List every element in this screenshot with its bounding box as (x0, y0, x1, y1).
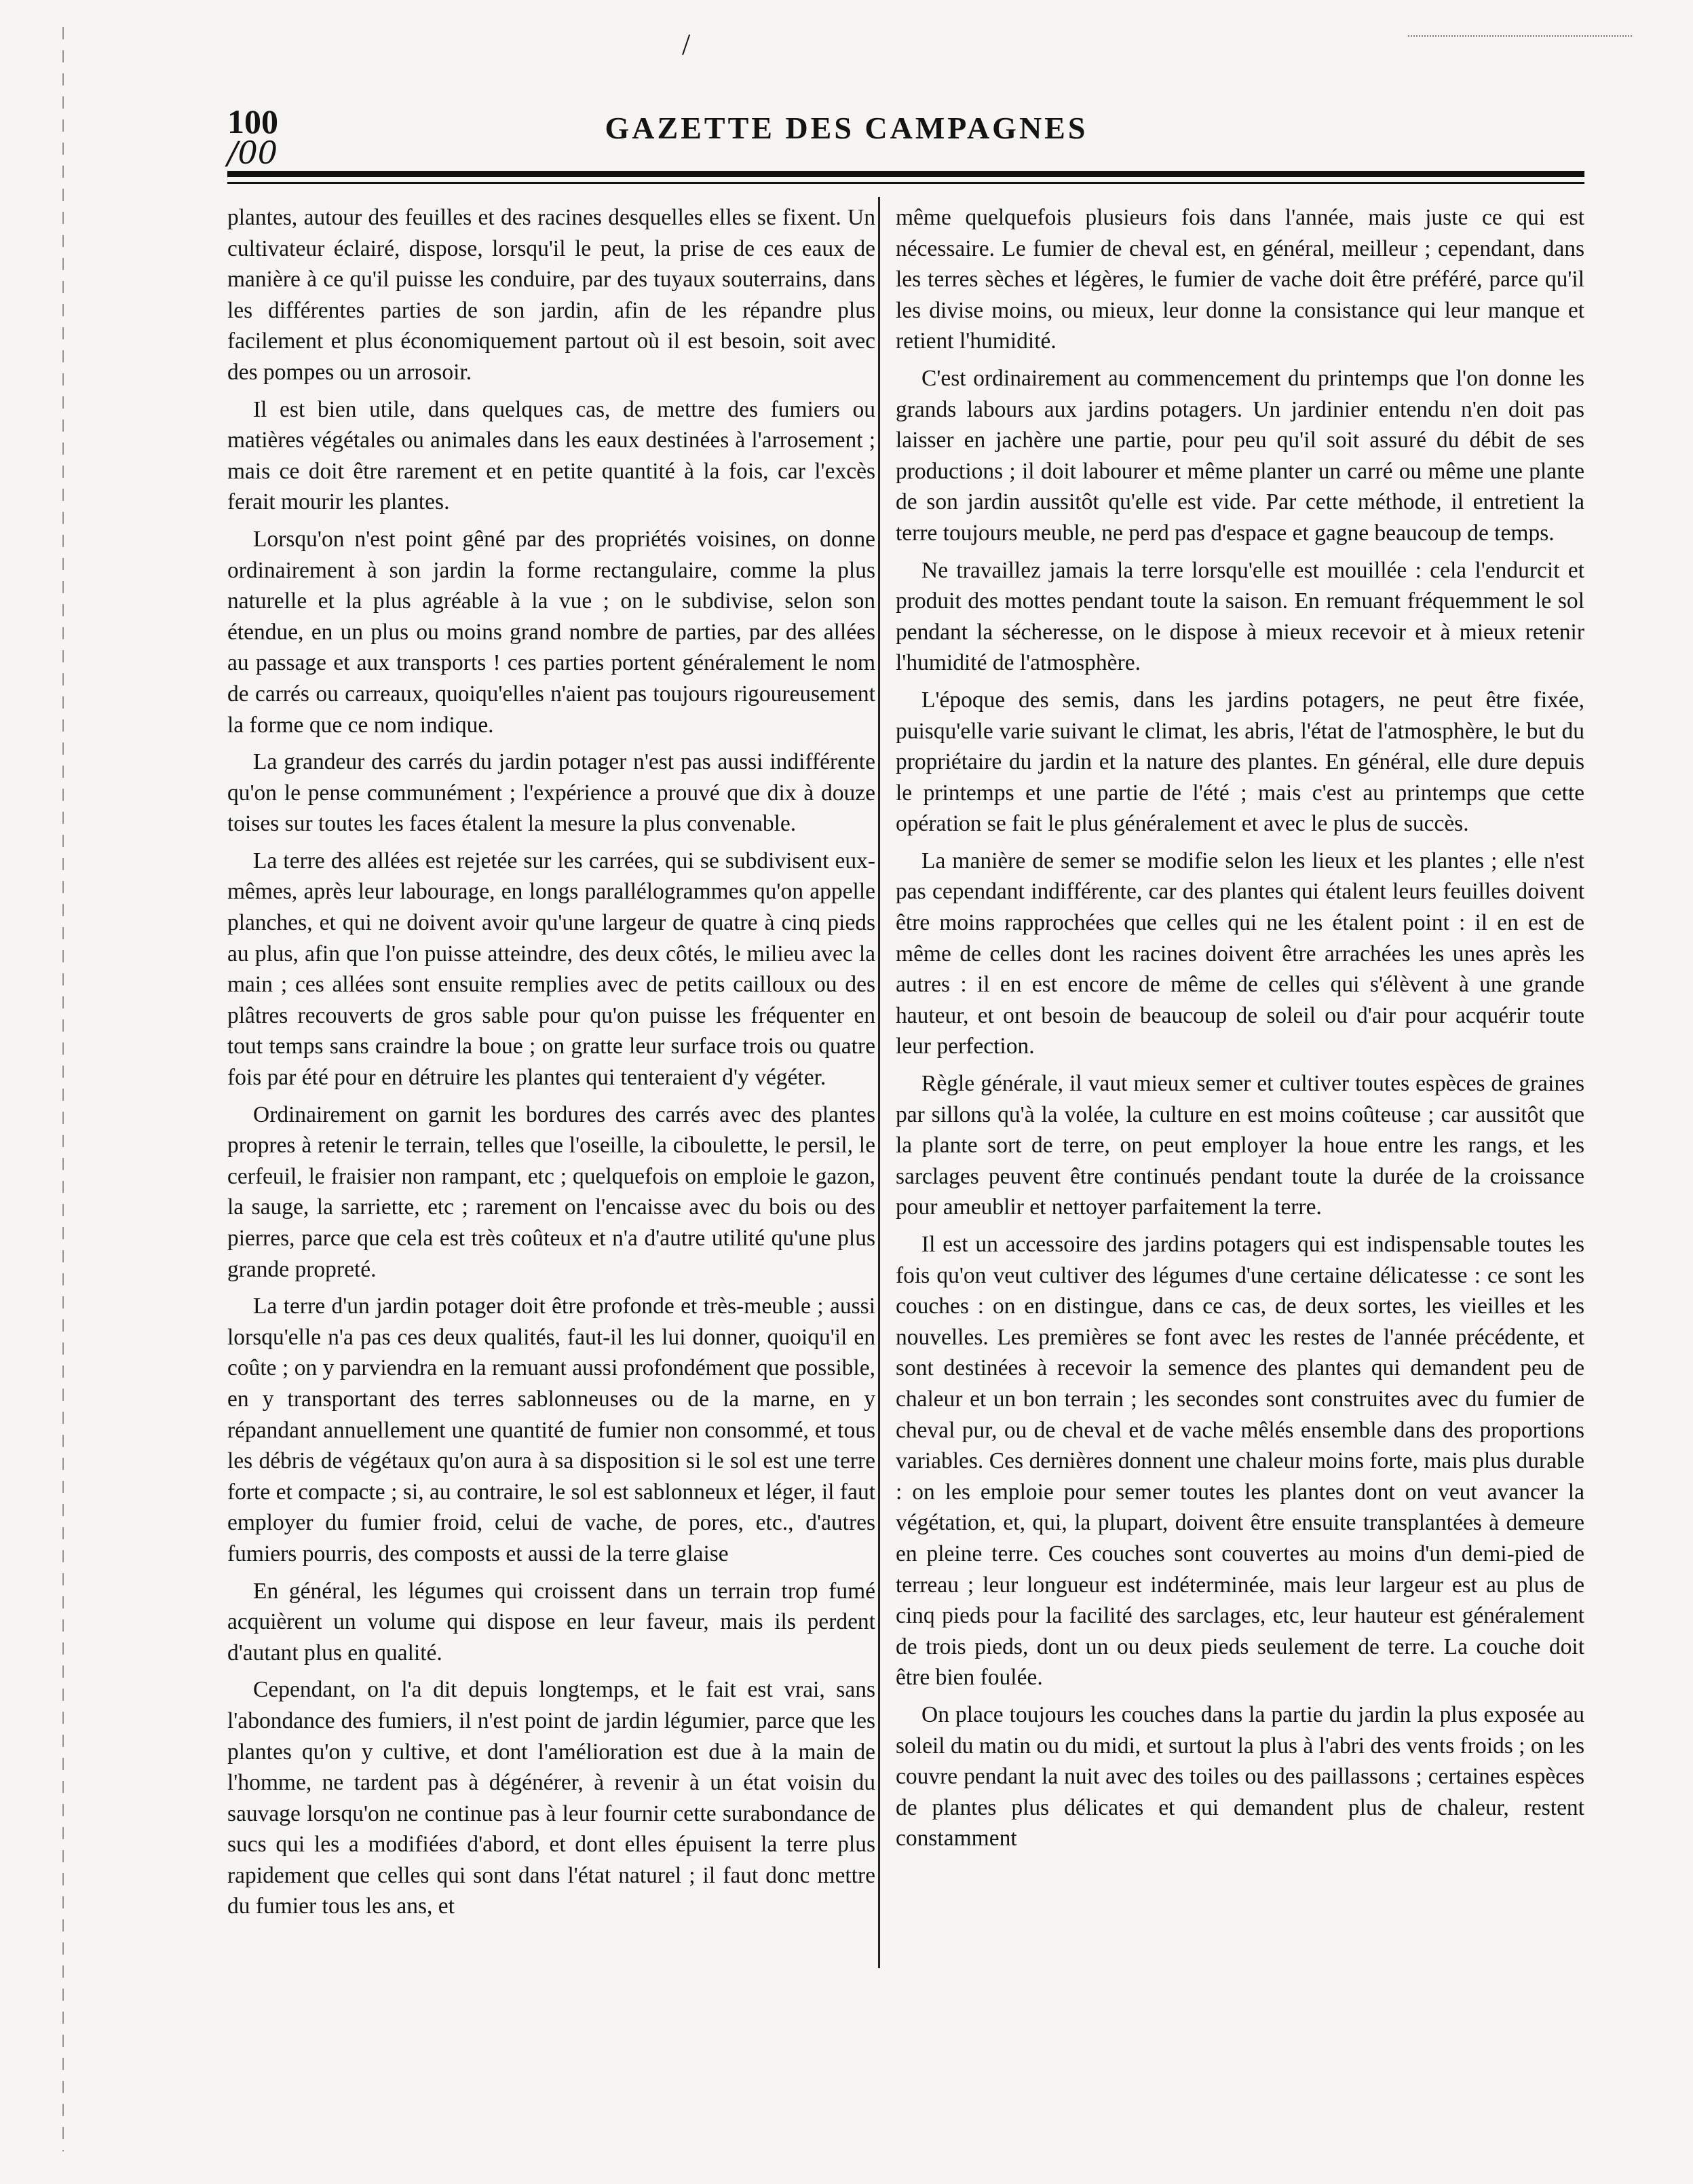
top-mark: / (682, 28, 691, 61)
top-right-dotted-line (1408, 35, 1632, 37)
paragraph: On place toujours les couches dans la partie du jardin la plus exposée au soleil du matin ou du midi, et surtout la plus à l'abri des vents froids ; on les couvre pendant la nuit avec des toiles ou des paillassons ; certaines espèces de plantes plus délicates et qui demandent plus de chaleur, restent constamment (896, 1701, 1584, 1851)
binding-edge-line (62, 27, 64, 2151)
paragraph: Il est un accessoire des jardins potagers qui est indispensable toutes les fois qu'on veut cultiver des légumes d'une certaine délicatesse : ce sont les couches : on en distingue, dans ce cas, de deux sortes, les vieilles et les nouvelles. Les premières se font avec les restes de l'année précédente, et sont destinées à recevoir la semence des plantes qui demandent peu de chaleur et un bon terrain ; les secondes sont construites avec du fumier de cheval pur, ou de cheval et de vache mêlés ensemble dans des proportions variables. Ces dernières donnent une chaleur moins forte, mais plus durable : on les emploie pour semer toutes les plantes dont on veut avancer la végétation, et, qui, la plupart, doivent être ensuite transplantées à demeure en pleine terre. Ces couches sont couvertes au moins d'un demi-pied de terreau ; leur longueur est indéterminée, mais leur largeur est au plus de cinq pieds pour la facilité des sarclages, etc, leur hauteur est généralement de trois pieds, dont un ou deux pieds seulement de terre. La couche doit être bien foulée. (896, 1232, 1584, 1691)
page-number: 100 (227, 102, 278, 140)
paragraph: La terre des allées est rejetée sur les carrées, qui se subdivisent eux-mêmes, après leur labourage, en longs parallélogrammes qu'on appelle planches, et qui ne doivent avoir qu'une largeur de quatre à cinq pieds au plus, afin que l'on puisse atteindre, des deux côtés, le milieu avec la main ; ces allées sont ensuite remplies avec de petits cailloux ou des plâtres recouverts de gros sable pour qu'on puisse les fréquenter en tout temps sans craindre la boue ; on gratte leur surface trois ou quatre fois par été pour en détruire les plantes qui tenteraient d'y végéter. (227, 848, 875, 1091)
paragraph: C'est ordinairement au commencement du printemps que l'on donne les grands labours aux jardins potagers. Un jardinier entendu n'en doit pas laisser en jachère une partie, pour peu qu'il soit assuré du débit de ses productions ; il doit labourer et même planter un carré ou même une plante de son jardin aussitôt qu'elle est vide. Par cette méthode, il entretient la terre toujours meuble, ne perd pas d'espace et gagne beaucoup de temps. (896, 365, 1584, 546)
paragraph: Lorsqu'on n'est point gêné par des propriétés voisines, on donne ordinairement à son jardin la forme rectangulaire, comme la plus naturelle et la plus agréable à la vue ; on le subdivise, selon son étendue, en un plus ou moins grand nombre de parties, par des allées au passage et aux transports ! ces parties portent généralement le nom de carrés ou carreaux, quoiqu'elles n'aient pas toujours rigoureusement la forme que ce nom indique. (227, 526, 875, 738)
paragraph: Ordinairement on garnit les bordures des carrés avec des plantes propres à retenir le terrain, telles que l'oseille, la ciboulette, le persil, le cerfeuil, le fraisier non rampant, etc ; quelquefois on emploie le gazon, la sauge, la sarriette, etc ; rarement on l'encaisse avec du bois ou des pierres, parce que cela est très coûteux et n'a d'autre utilité qu'une plus grande propreté. (227, 1102, 875, 1282)
newspaper-title: GAZETTE DES CAMPAGNES (605, 111, 1088, 145)
paragraph: Règle générale, il vaut mieux semer et cultiver toutes espèces de graines par sillons qu'à la volée, la culture en est moins coûteuse ; car aussitôt que la plante sort de terre, on peut employer la houe entre les rangs, et les sarclages peuvent être continués pendant toute la durée de la croissance pour ameublir et nettoyer parfaitement la terre. (896, 1071, 1584, 1220)
paragraph: En général, les légumes qui croissent dans un terrain trop fumé acquièrent un volume qui dispose en leur faveur, mais ils perdent d'autant plus en qualité. (227, 1578, 875, 1665)
left-column (227, 202, 875, 1928)
column-divider (878, 197, 880, 1968)
paragraph: Il est bien utile, dans quelques cas, de mettre des fumiers ou matières végétales ou animales dans les eaux destinées à l'arrosement ; mais ce doit être rarement et en petite quantité à la fois, car l'excès ferait mourir les plantes. (227, 396, 875, 515)
paragraph: Ne travaillez jamais la terre lorsqu'elle est mouillée : cela l'endurcit et produit des mottes pendant toute la saison. En remuant fréquemment le sol pendant la sécheresse, on le dispose à mieux recevoir et à mieux retenir l'humidité de l'atmosphère. (896, 557, 1584, 676)
paragraph: même quelquefois plusieurs fois dans l'année, mais juste ce qui est nécessaire. Le fumier de cheval est, en général, meilleur ; cependant, dans les terres sèches et légères, le fumier de vache doit être préféré, parce qu'il les divise moins, ou mieux, leur donne la consistance qui leur manque et retient l'humidité. (896, 205, 1584, 354)
paragraph: plantes, autour des feuilles et des racines desquelles elles se fixent. Un cultivateur éclairé, dispose, lorsqu'il le peut, la prise de ces eaux de manière à ce qu'il puisse les conduire, par des tuyaux souterrains, dans les différentes parties de son jardin, afin de les répandre plus facilement et plus économiquement partout où il est besoin, soit avec des pompes ou un arrosoir. (227, 205, 875, 385)
right-column (896, 202, 1584, 1860)
paragraph: L'époque des semis, dans les jardins potagers, ne peut être fixée, puisqu'elle varie suivant le climat, les abris, l'état de l'atmosphère, le but du propriétaire du jardin et la nature des plantes. En général, elle dure depuis le printemps et une partie de l'été ; mais c'est au printemps que cette opération se fait le plus généralement et avec le plus de succès. (896, 687, 1584, 837)
paragraph: Cependant, on l'a dit depuis longtemps, et le fait est vrai, sans l'abondance des fumiers, il n'est point de jardin légumier, parce que les plantes qu'on y cultive, et dont l'amélioration est due à la main de l'homme, ne tardent pas à dégénérer, à revenir à un état voisin du sauvage lorsqu'on ne continue pas à leur fournir cette surabondance de sucs qui les a modifiées d'abord, et dont elles épuisent la terre plus rapidement que celles qui sont dans l'état naturel ; il faut donc mettre du fumier tous les ans, et (227, 1677, 875, 1919)
header-rule-thin (227, 182, 1584, 184)
paragraph: La manière de semer se modifie selon les lieux et les plantes ; elle n'est pas cependant indifférente, car des plantes qui étalent leurs feuilles doivent être moins rapprochées que celles qui ne les étalent point : il en est de même de celles dont les racines doivent être arrachées les unes après les autres : il en est encore de même de celles qui s'élèvent à une grande hauteur, et ont besoin de beaucoup de soleil ou d'air pour acquérir toute leur perfection. (896, 848, 1584, 1059)
paragraph: La terre d'un jardin potager doit être profonde et très-meuble ; aussi lorsqu'elle n'a pas ces deux qualités, faut-il les lui donner, quoiqu'il en coûte ; on y parviendra en la remuant aussi profondément que possible, en y transportant des terres sablonneuses ou de la marne, en y répandant annuellement une quantité de fumier non consommé, et tous les débris de végétaux qu'on aura à sa disposition si le sol est une terre forte et compacte ; si, au contraire, le sol est sablonneux et léger, il faut employer du fumier froid, celui de vache, de pores, etc., d'autres fumiers pourris, des composts et aussi de la terre glaise (227, 1294, 875, 1566)
paragraph: La grandeur des carrés du jardin potager n'est pas aussi indifférente qu'on le pense communément ; l'expérience a prouvé que dix à douze toises sur toutes les faces étalent la mesure la plus convenable. (227, 749, 875, 837)
header-rule-thick (227, 171, 1584, 177)
page-number-handwritten: /00 (227, 134, 278, 171)
